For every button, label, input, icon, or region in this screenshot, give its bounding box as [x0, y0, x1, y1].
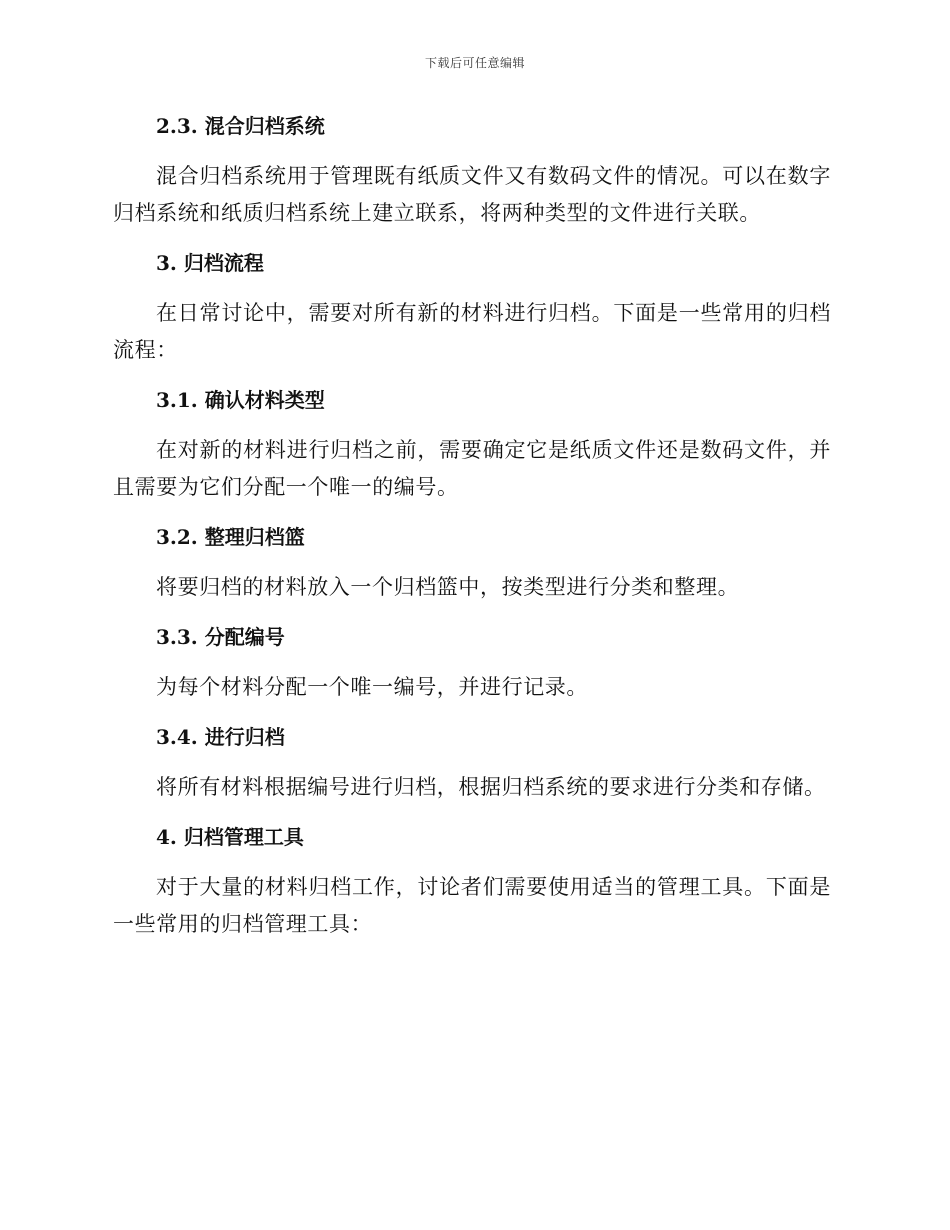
section-heading-3-1: 3.1. 确认材料类型: [156, 388, 325, 412]
section-heading-3-3: 3.3. 分配编号: [156, 625, 285, 649]
section-heading-3-4: 3.4. 进行归档: [156, 725, 285, 749]
paragraph-hybrid-archive: 混合归档系统用于管理既有纸质文件又有数码文件的情况。可以在数字归档系统和纸质归档系统上建立联系，将两种类型的文件进行关联。: [113, 164, 831, 225]
paragraph-archive-process: 在日常讨论中，需要对所有新的材料进行归档。下面是一些常用的归档流程：: [113, 301, 831, 362]
document-body: [113, 108, 831, 956]
paragraph-confirm-type: 在对新的材料进行归档之前，需要确定它是纸质文件还是数码文件，并且需要为它们分配一个唯一的编号。: [113, 438, 831, 499]
paragraph-assign-number: 为每个材料分配一个唯一编号，并进行记录。: [156, 675, 588, 699]
section-heading-3-2: 3.2. 整理归档篮: [156, 525, 305, 549]
paragraph-do-archive: 将所有材料根据编号进行归档，根据归档系统的要求进行分类和存储。: [156, 775, 826, 799]
section-heading-3: 3. 归档流程: [156, 251, 264, 275]
section-heading-2-3: 2.3. 混合归档系统: [156, 114, 325, 138]
page-header: 下载后可任意编辑: [424, 56, 525, 70]
section-heading-4: 4. 归档管理工具: [156, 825, 304, 849]
paragraph-archive-basket: 将要归档的材料放入一个归档篮中，按类型进行分类和整理。: [156, 575, 740, 599]
paragraph-management-tools: 对于大量的材料归档工作，讨论者们需要使用适当的管理工具。下面是一些常用的归档管理工具：: [113, 875, 831, 936]
